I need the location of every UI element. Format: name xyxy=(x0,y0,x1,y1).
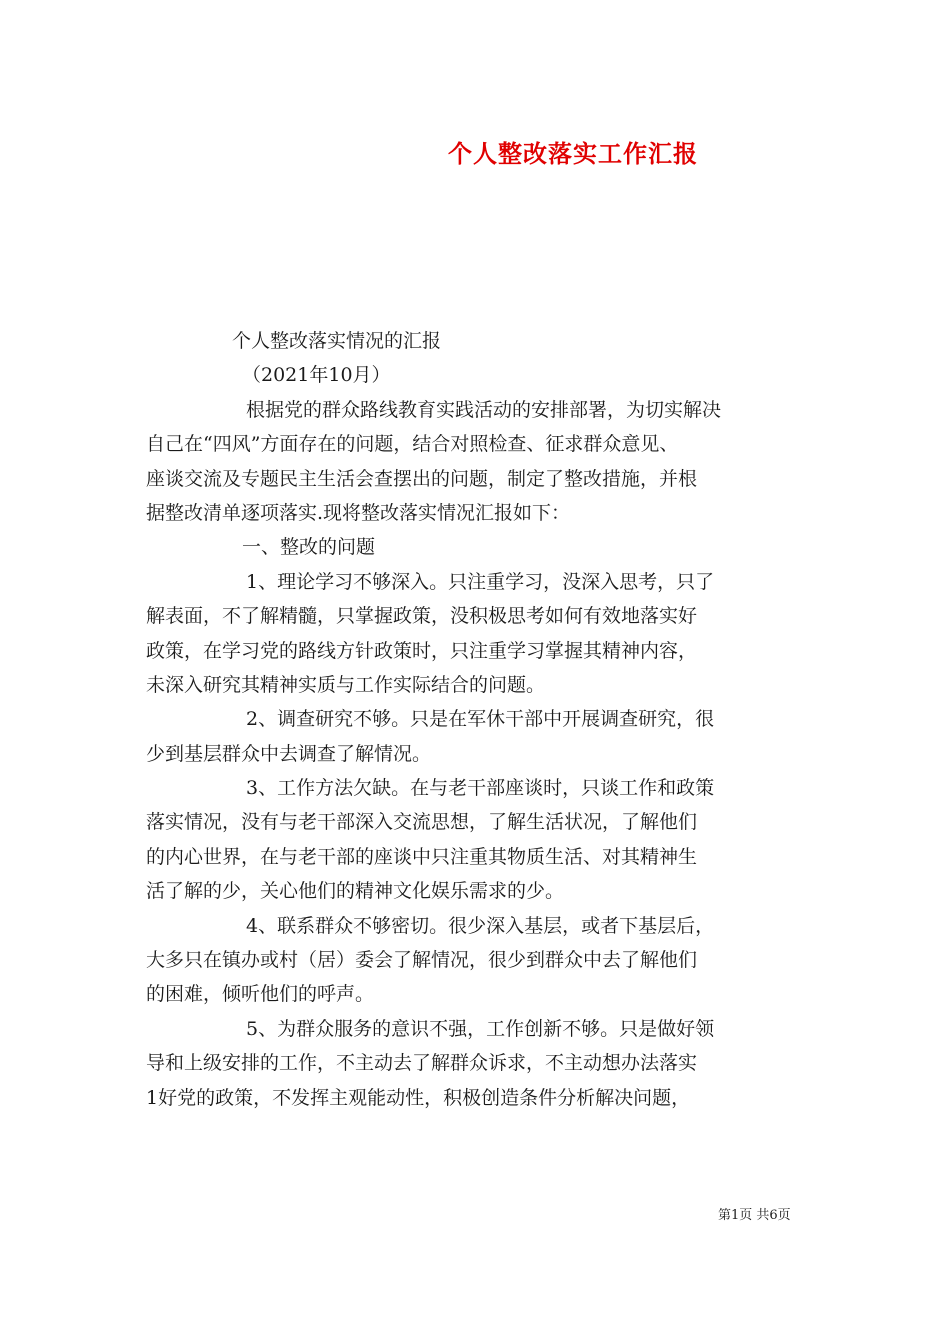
report-date: （2021年10月） xyxy=(242,364,391,387)
issue-2-line: 少到基层群众中去调查了解情况。 xyxy=(146,742,432,765)
document-title: 个人整改落实工作汇报 xyxy=(448,139,698,168)
issue-1-line: 解表面，不了解精髓，只掌握政策，没积极思考如何有效地落实好 xyxy=(146,605,698,628)
issue-2-line: 2、调查研究不够。只是在军休干部中开展调查研究，很 xyxy=(246,708,715,731)
intro-line: 自己在“四风”方面存在的问题，结合对照检查、征求群众意见、 xyxy=(146,433,679,456)
page-number: 第1页 共6页 xyxy=(718,1208,791,1223)
issue-5-line: 1好党的政策，不发挥主观能动性，积极创造条件分析解决问题， xyxy=(146,1086,691,1109)
issue-3-line: 落实情况，没有与老干部深入交流思想，了解生活状况，了解他们 xyxy=(146,811,698,834)
issue-1-line: 1、理论学习不够深入。只注重学习，没深入思考，只了 xyxy=(246,570,715,593)
intro-line: 根据党的群众路线教育实践活动的安排部署，为切实解决 xyxy=(246,398,722,421)
issue-3-line: 3、工作方法欠缺。在与老干部座谈时，只谈工作和政策 xyxy=(246,777,715,800)
issue-4-line: 4、联系群众不够密切。很少深入基层，或者下基层后， xyxy=(246,914,715,937)
intro-line: 座谈交流及专题民主生活会查摆出的问题，制定了整改措施，并根 xyxy=(146,467,698,490)
issue-5-line: 5、为群众服务的意识不强，工作创新不够。只是做好领 xyxy=(246,1017,715,1040)
issue-4-line: 的困难，倾听他们的呼声。 xyxy=(146,983,375,1006)
issue-3-line: 的内心世界，在与老干部的座谈中只注重其物质生活、对其精神生 xyxy=(146,845,698,868)
intro-line: 据整改清单逐项落实.现将整改落实情况汇报如下： xyxy=(146,501,571,524)
section-heading: 一、整改的问题 xyxy=(242,536,376,559)
issue-4-line: 大多只在镇办或村（居）委会了解情况，很少到群众中去了解他们 xyxy=(146,949,698,972)
issue-1-line: 政策，在学习党的路线方针政策时，只注重学习掌握其精神内容， xyxy=(146,639,698,662)
issue-1-line: 未深入研究其精神实质与工作实际结合的问题。 xyxy=(146,673,546,696)
document-body xyxy=(146,324,806,1115)
issue-3-line: 活了解的少，关心他们的精神文化娱乐需求的少。 xyxy=(146,880,565,903)
issue-5-line: 导和上级安排的工作，不主动去了解群众诉求，不主动想办法落实 xyxy=(146,1052,698,1075)
report-subtitle: 个人整改落实情况的汇报 xyxy=(232,330,442,352)
